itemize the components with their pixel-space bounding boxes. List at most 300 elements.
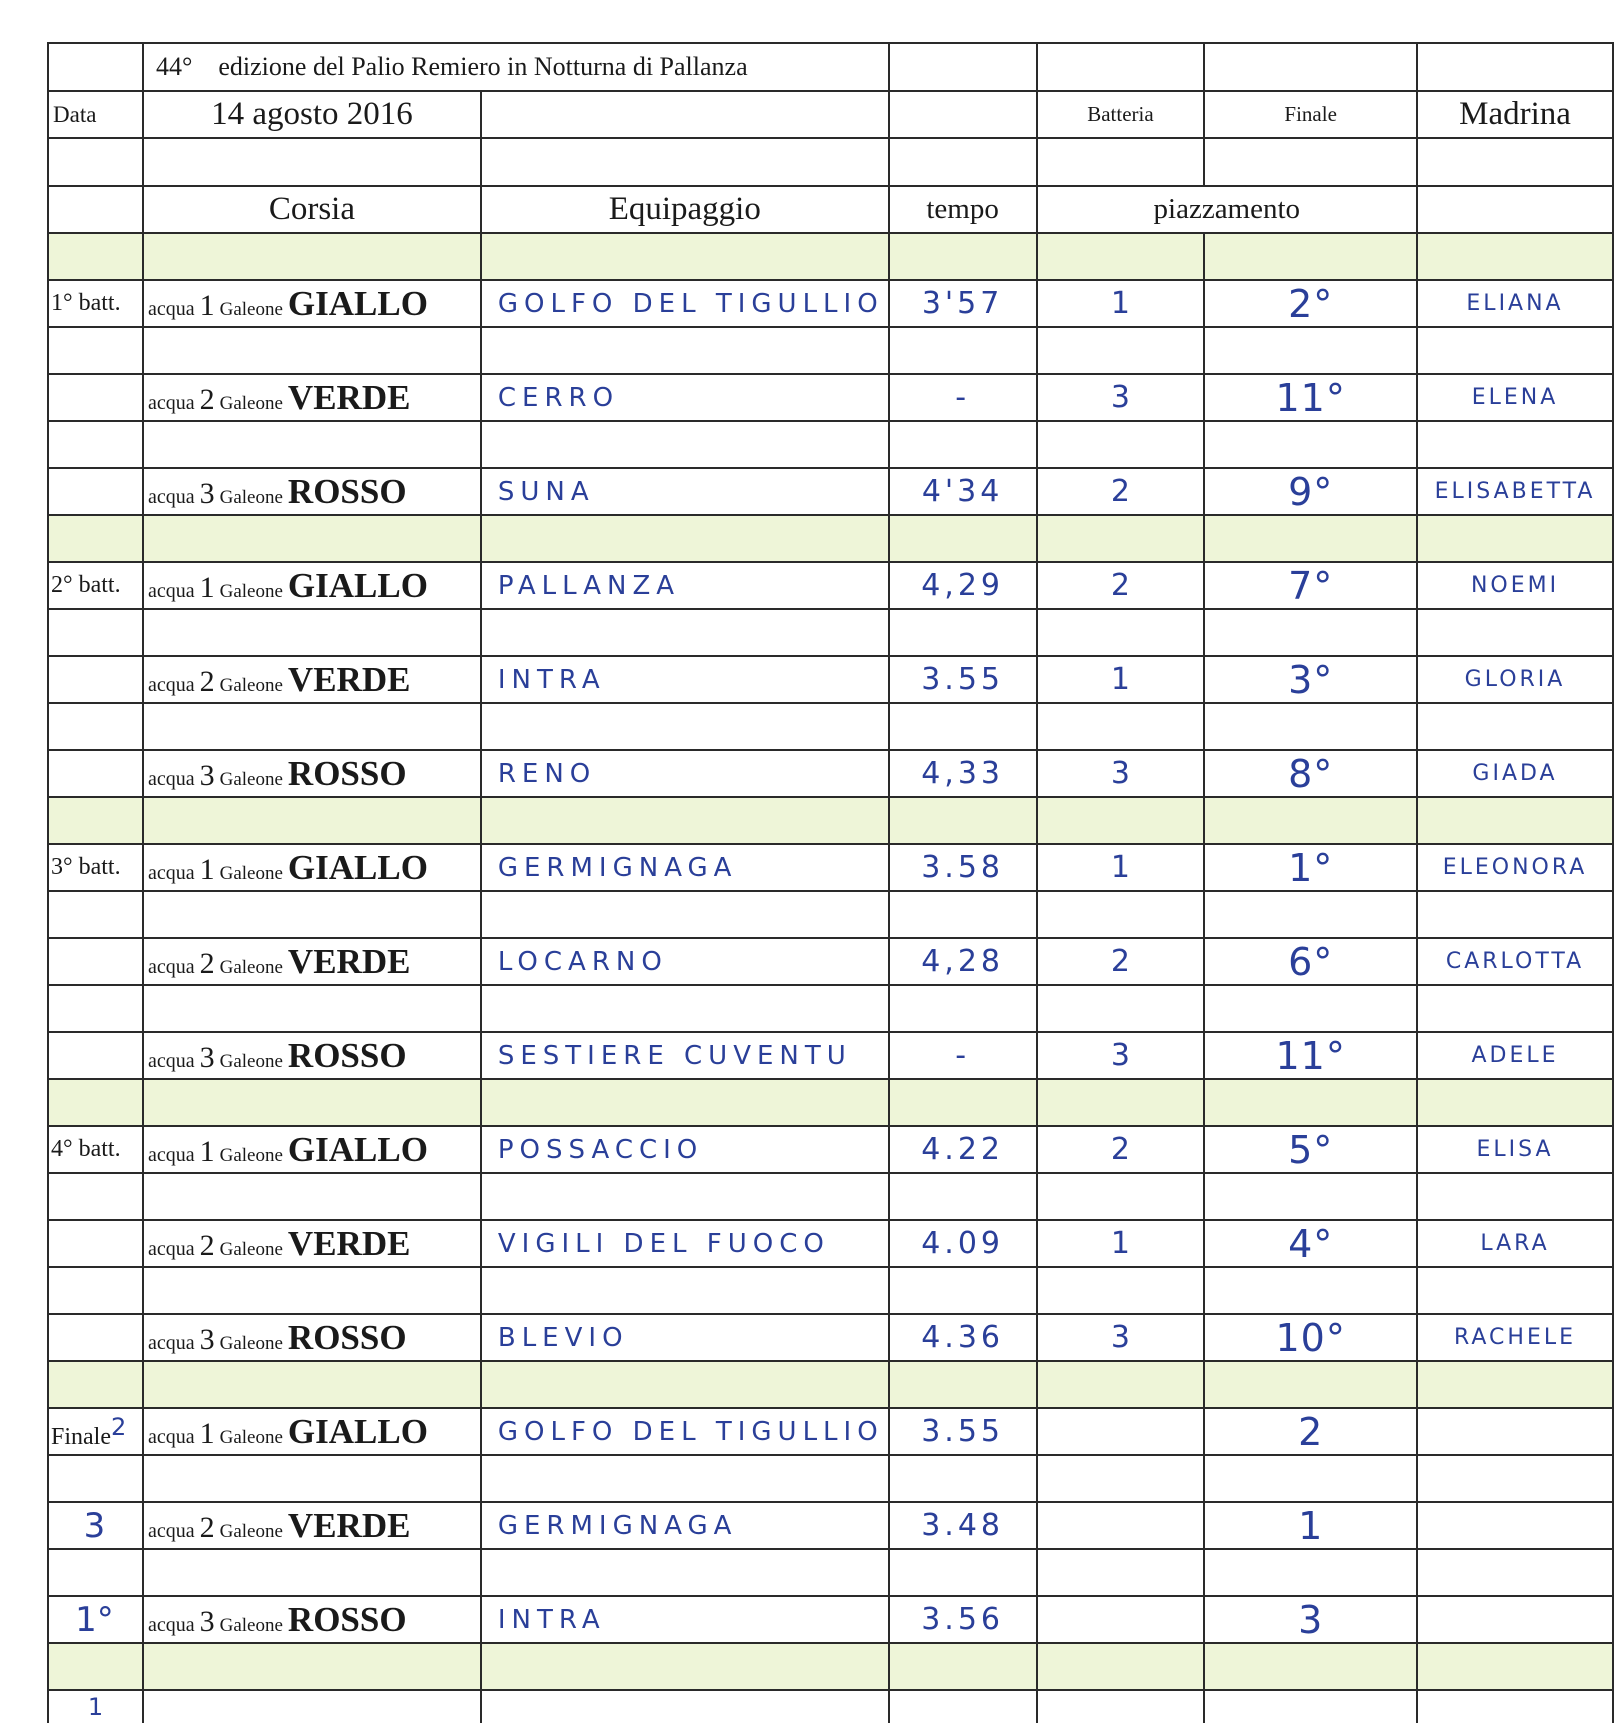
race-time: 4.09 (889, 1220, 1037, 1267)
empty-cell (1037, 703, 1205, 750)
empty-cell (889, 327, 1037, 374)
sheet-title (143, 43, 889, 91)
final-placement: 5° (1204, 1126, 1417, 1173)
final-placement: 10° (1204, 1314, 1417, 1361)
table-row (48, 1408, 1613, 1455)
empty-cell (1037, 1455, 1205, 1502)
crew-name: INTRA (481, 1596, 889, 1643)
final-placement: 1 (1204, 1502, 1417, 1549)
empty-cell (889, 1361, 1037, 1408)
lane-galeone: Galeone (219, 298, 283, 320)
empty-cell (48, 609, 143, 656)
empty-cell (48, 186, 143, 233)
empty-cell (1204, 233, 1417, 280)
madrina-name (1417, 1502, 1613, 1549)
date-label: Data (48, 91, 143, 138)
race-time: 3.56 (889, 1596, 1037, 1643)
lane-number: 3 (199, 476, 215, 510)
spacer-row (48, 609, 1613, 656)
crew-name: CERRO (481, 374, 889, 421)
footer-mark: 1 (48, 1690, 143, 1723)
heat-label (48, 1596, 143, 1643)
lane-acqua: acqua (147, 1049, 195, 1072)
empty-cell (1417, 1267, 1613, 1314)
empty-cell (48, 1549, 143, 1596)
lane-cell (143, 1126, 481, 1173)
column-header-tempo: tempo (889, 186, 1037, 233)
column-header-corsia: Corsia (143, 186, 481, 233)
empty-cell (1417, 515, 1613, 562)
lane-cell (143, 1502, 481, 1549)
empty-cell (48, 233, 143, 280)
lane-cell (143, 1314, 481, 1361)
heat-label (48, 280, 143, 327)
empty-cell (1417, 138, 1613, 186)
heat-placement: 3 (1037, 750, 1205, 797)
madrina-name: ELISA (1417, 1126, 1613, 1173)
empty-cell (48, 1361, 143, 1408)
empty-cell (1204, 1643, 1417, 1690)
heat-placement: 3 (1037, 1314, 1205, 1361)
empty-cell (48, 515, 143, 562)
final-placement: 2° (1204, 280, 1417, 327)
race-time: 3.58 (889, 844, 1037, 891)
empty-cell (1204, 1079, 1417, 1126)
empty-cell (1204, 43, 1417, 91)
empty-cell (1417, 43, 1613, 91)
heat-placement (1037, 1502, 1205, 1549)
empty-cell (1417, 1549, 1613, 1596)
heat-label (48, 1314, 143, 1361)
empty-cell (481, 609, 889, 656)
lane-number: 1 (199, 1134, 215, 1168)
empty-cell (481, 985, 889, 1032)
empty-cell (1417, 233, 1613, 280)
spacer-row (48, 1455, 1613, 1502)
empty-cell (143, 1455, 481, 1502)
race-time: 3.55 (889, 1408, 1037, 1455)
handwritten-annotation: 1° (75, 1599, 114, 1640)
lane-acqua: acqua (147, 391, 195, 414)
lane-cell (143, 750, 481, 797)
empty-cell (481, 421, 889, 468)
lane-galeone: Galeone (219, 580, 283, 602)
race-time: 3.48 (889, 1502, 1037, 1549)
lane-color: ROSSO (287, 1035, 407, 1075)
lane-color: ROSSO (287, 753, 407, 793)
empty-cell (1037, 609, 1205, 656)
madrina-name: LARA (1417, 1220, 1613, 1267)
lane-galeone: Galeone (219, 392, 283, 414)
empty-cell (1204, 1267, 1417, 1314)
empty-cell (481, 797, 889, 844)
empty-cell (1037, 797, 1205, 844)
empty-cell (1204, 703, 1417, 750)
empty-cell (1417, 186, 1613, 233)
empty-cell (143, 1361, 481, 1408)
madrina-name: ELISABETTA (1417, 468, 1613, 515)
empty-cell (1037, 985, 1205, 1032)
lane-cell (143, 938, 481, 985)
empty-cell (48, 1455, 143, 1502)
final-placement: 4° (1204, 1220, 1417, 1267)
empty-cell (889, 891, 1037, 938)
empty-cell (48, 797, 143, 844)
separator-row (48, 233, 1613, 280)
lane-number: 2 (199, 382, 215, 416)
spacer-row (48, 421, 1613, 468)
lane-acqua: acqua (147, 1425, 195, 1448)
lane-cell (143, 1220, 481, 1267)
empty-cell (889, 43, 1037, 91)
empty-cell (143, 1549, 481, 1596)
race-time: - (889, 1032, 1037, 1079)
madrina-name (1417, 1408, 1613, 1455)
empty-cell (143, 609, 481, 656)
spacer-row (48, 891, 1613, 938)
empty-cell (1037, 891, 1205, 938)
heat-placement: 1 (1037, 1220, 1205, 1267)
empty-cell (1037, 1643, 1205, 1690)
empty-cell (48, 1267, 143, 1314)
empty-cell (1417, 985, 1613, 1032)
heat-placement: 3 (1037, 374, 1205, 421)
heat-placement (1037, 1408, 1205, 1455)
empty-cell (889, 233, 1037, 280)
empty-cell (1417, 327, 1613, 374)
empty-cell (143, 703, 481, 750)
empty-cell (48, 703, 143, 750)
separator-row (48, 1361, 1613, 1408)
lane-color: GIALLO (287, 1129, 428, 1169)
empty-cell (1037, 1173, 1205, 1220)
crew-name: INTRA (481, 656, 889, 703)
lane-cell (143, 1032, 481, 1079)
spacer-row (48, 327, 1613, 374)
crew-name: POSSACCIO (481, 1126, 889, 1173)
lane-acqua: acqua (147, 1613, 195, 1636)
empty-cell (889, 1079, 1037, 1126)
lane-color: ROSSO (287, 1317, 407, 1357)
empty-cell (1037, 1361, 1205, 1408)
empty-cell (889, 1455, 1037, 1502)
final-placement: 2 (1204, 1408, 1417, 1455)
lane-acqua: acqua (147, 485, 195, 508)
empty-cell (1417, 1173, 1613, 1220)
column-header-piazzamento: piazzamento (1037, 186, 1417, 233)
lane-number: 3 (199, 1322, 215, 1356)
madrina-name: ELEONORA (1417, 844, 1613, 891)
lane-number: 1 (199, 288, 215, 322)
lane-number: 2 (199, 664, 215, 698)
lane-cell (143, 1596, 481, 1643)
empty-cell (1037, 1267, 1205, 1314)
lane-galeone: Galeone (219, 1426, 283, 1448)
handwritten-annotation: 2 (111, 1412, 127, 1441)
empty-cell (1417, 609, 1613, 656)
lane-number: 3 (199, 758, 215, 792)
empty-cell (481, 327, 889, 374)
race-time: 4,29 (889, 562, 1037, 609)
empty-cell (481, 1455, 889, 1502)
empty-cell (1037, 515, 1205, 562)
heat-label (48, 1220, 143, 1267)
heat-placement (1037, 1596, 1205, 1643)
lane-color: VERDE (287, 1223, 411, 1263)
lane-galeone: Galeone (219, 1614, 283, 1636)
lane-acqua: acqua (147, 1237, 195, 1260)
lane-galeone: Galeone (219, 1144, 283, 1166)
heat-label-text: 1° batt. (51, 290, 121, 316)
madrina-name (1417, 1596, 1613, 1643)
race-time: - (889, 374, 1037, 421)
empty-cell (1037, 1079, 1205, 1126)
empty-cell (481, 1361, 889, 1408)
lane-cell (143, 656, 481, 703)
table-row (48, 1596, 1613, 1643)
table-row (48, 750, 1613, 797)
empty-cell (889, 515, 1037, 562)
madrina-name: ELENA (1417, 374, 1613, 421)
empty-cell (889, 1549, 1037, 1596)
edition-title: edizione del Palio Remiero in Notturna di Pallanza (218, 52, 748, 81)
lane-acqua: acqua (147, 767, 195, 790)
empty-cell (1204, 421, 1417, 468)
crew-name: SESTIERE CUVENTU (481, 1032, 889, 1079)
lane-number: 1 (199, 852, 215, 886)
empty-cell (143, 327, 481, 374)
madrina-name: GIADA (1417, 750, 1613, 797)
heat-label-text: 4° batt. (51, 1136, 121, 1162)
crew-name: GERMIGNAGA (481, 844, 889, 891)
empty-cell (1204, 138, 1417, 186)
empty-cell (143, 1690, 481, 1723)
empty-cell (889, 609, 1037, 656)
lane-galeone: Galeone (219, 1238, 283, 1260)
empty-cell (143, 233, 481, 280)
lane-galeone: Galeone (219, 956, 283, 978)
lane-galeone: Galeone (219, 768, 283, 790)
table-row (48, 656, 1613, 703)
empty-cell (1417, 1643, 1613, 1690)
lane-galeone: Galeone (219, 486, 283, 508)
table-row (48, 280, 1613, 327)
lane-color: VERDE (287, 659, 411, 699)
empty-cell (1204, 1690, 1417, 1723)
empty-cell (143, 797, 481, 844)
heat-label (48, 1408, 143, 1455)
crew-name: VIGILI DEL FUOCO (481, 1220, 889, 1267)
crew-name: GOLFO DEL TIGULLIO (481, 280, 889, 327)
lane-acqua: acqua (147, 861, 195, 884)
lane-color: GIALLO (287, 283, 428, 323)
empty-cell (889, 797, 1037, 844)
final-placement: 8° (1204, 750, 1417, 797)
empty-cell (1204, 1361, 1417, 1408)
table-row (48, 1502, 1613, 1549)
empty-cell (889, 985, 1037, 1032)
spacer-row (48, 1267, 1613, 1314)
race-time: 3'57 (889, 280, 1037, 327)
table-row (48, 844, 1613, 891)
separator-row (48, 1643, 1613, 1690)
empty-cell (481, 1079, 889, 1126)
empty-cell (889, 1173, 1037, 1220)
empty-cell (1037, 43, 1205, 91)
footer-row (48, 1690, 1613, 1723)
heat-placement: 2 (1037, 1126, 1205, 1173)
finale-label: Finale (1204, 91, 1417, 138)
lane-number: 1 (199, 570, 215, 604)
heat-label (48, 656, 143, 703)
empty-cell (1037, 1549, 1205, 1596)
empty-cell (1417, 421, 1613, 468)
spacer-row (48, 703, 1613, 750)
empty-cell (1037, 233, 1205, 280)
spacer-row (48, 1173, 1613, 1220)
empty-cell (1204, 985, 1417, 1032)
madrina-name: GLORIA (1417, 656, 1613, 703)
crew-name: GERMIGNAGA (481, 1502, 889, 1549)
final-placement: 11° (1204, 374, 1417, 421)
final-placement: 6° (1204, 938, 1417, 985)
race-time: 4'34 (889, 468, 1037, 515)
lane-number: 2 (199, 946, 215, 980)
empty-cell (481, 515, 889, 562)
race-time: 4,28 (889, 938, 1037, 985)
empty-cell (481, 1549, 889, 1596)
table-row (48, 938, 1613, 985)
heat-label (48, 1126, 143, 1173)
empty-cell (1204, 1173, 1417, 1220)
empty-cell (1037, 421, 1205, 468)
madrina-name: CARLOTTA (1417, 938, 1613, 985)
empty-cell (143, 421, 481, 468)
empty-cell (48, 138, 143, 186)
empty-cell (1204, 327, 1417, 374)
lane-number: 2 (199, 1510, 215, 1544)
heat-placement: 1 (1037, 844, 1205, 891)
heat-placement: 2 (1037, 468, 1205, 515)
table-row (48, 1314, 1613, 1361)
crew-name: LOCARNO (481, 938, 889, 985)
table-row (48, 374, 1613, 421)
empty-cell (48, 1173, 143, 1220)
heat-label (48, 750, 143, 797)
lane-color: VERDE (287, 941, 411, 981)
lane-number: 3 (199, 1040, 215, 1074)
empty-cell (1204, 1455, 1417, 1502)
lane-color: ROSSO (287, 1599, 407, 1639)
empty-cell (143, 985, 481, 1032)
empty-cell (1204, 797, 1417, 844)
empty-cell (481, 91, 889, 138)
empty-cell (1417, 1690, 1613, 1723)
empty-cell (1417, 1361, 1613, 1408)
lane-galeone: Galeone (219, 862, 283, 884)
empty-cell (1037, 138, 1205, 186)
final-placement: 7° (1204, 562, 1417, 609)
heat-label-text: Finale (51, 1423, 111, 1450)
heat-label-text: 2° batt. (51, 572, 121, 598)
heat-placement: 2 (1037, 562, 1205, 609)
final-placement: 3° (1204, 656, 1417, 703)
heat-label (48, 562, 143, 609)
empty-cell (48, 891, 143, 938)
separator-row (48, 1079, 1613, 1126)
lane-cell (143, 1408, 481, 1455)
empty-cell (889, 1267, 1037, 1314)
spacer-row (48, 1549, 1613, 1596)
race-time: 4,33 (889, 750, 1037, 797)
lane-cell (143, 374, 481, 421)
madrina-label: Madrina (1417, 91, 1613, 138)
empty-cell (143, 891, 481, 938)
handwritten-annotation: 3 (83, 1505, 106, 1546)
madrina-name: RACHELE (1417, 1314, 1613, 1361)
lane-color: GIALLO (287, 847, 428, 887)
race-results-sheet (47, 42, 1614, 1723)
table-row (48, 562, 1613, 609)
heat-label-text: 3° batt. (51, 854, 121, 880)
empty-cell (1037, 1690, 1205, 1723)
empty-cell (48, 43, 143, 91)
column-header-equipaggio: Equipaggio (481, 186, 889, 233)
lane-number: 1 (199, 1416, 215, 1450)
lane-acqua: acqua (147, 1143, 195, 1166)
heat-label (48, 1502, 143, 1549)
lane-color: ROSSO (287, 471, 407, 511)
race-time: 3.55 (889, 656, 1037, 703)
empty-cell (889, 703, 1037, 750)
lane-galeone: Galeone (219, 1050, 283, 1072)
empty-cell (143, 1643, 481, 1690)
madrina-name: NOEMI (1417, 562, 1613, 609)
crew-name: GOLFO DEL TIGULLIO (481, 1408, 889, 1455)
empty-cell (143, 1173, 481, 1220)
lane-galeone: Galeone (219, 1332, 283, 1354)
empty-cell (1417, 1455, 1613, 1502)
madrina-name: ADELE (1417, 1032, 1613, 1079)
final-placement: 1° (1204, 844, 1417, 891)
empty-cell (1204, 609, 1417, 656)
table-row (48, 468, 1613, 515)
crew-name: PALLANZA (481, 562, 889, 609)
race-time: 4.22 (889, 1126, 1037, 1173)
lane-cell (143, 280, 481, 327)
empty-cell (481, 891, 889, 938)
lane-color: GIALLO (287, 565, 428, 605)
table-row (48, 1220, 1613, 1267)
lane-acqua: acqua (147, 1331, 195, 1354)
lane-cell (143, 562, 481, 609)
empty-cell (889, 91, 1037, 138)
empty-cell (481, 703, 889, 750)
lane-acqua: acqua (147, 297, 195, 320)
empty-cell (481, 1173, 889, 1220)
empty-cell (1417, 1079, 1613, 1126)
empty-cell (1417, 891, 1613, 938)
lane-color: VERDE (287, 377, 411, 417)
edition-number: 44° (155, 52, 193, 81)
heat-label (48, 844, 143, 891)
lane-galeone: Galeone (219, 1520, 283, 1542)
final-placement: 9° (1204, 468, 1417, 515)
table-row (48, 1032, 1613, 1079)
empty-cell (48, 327, 143, 374)
heat-placement: 3 (1037, 1032, 1205, 1079)
final-placement: 11° (1204, 1032, 1417, 1079)
